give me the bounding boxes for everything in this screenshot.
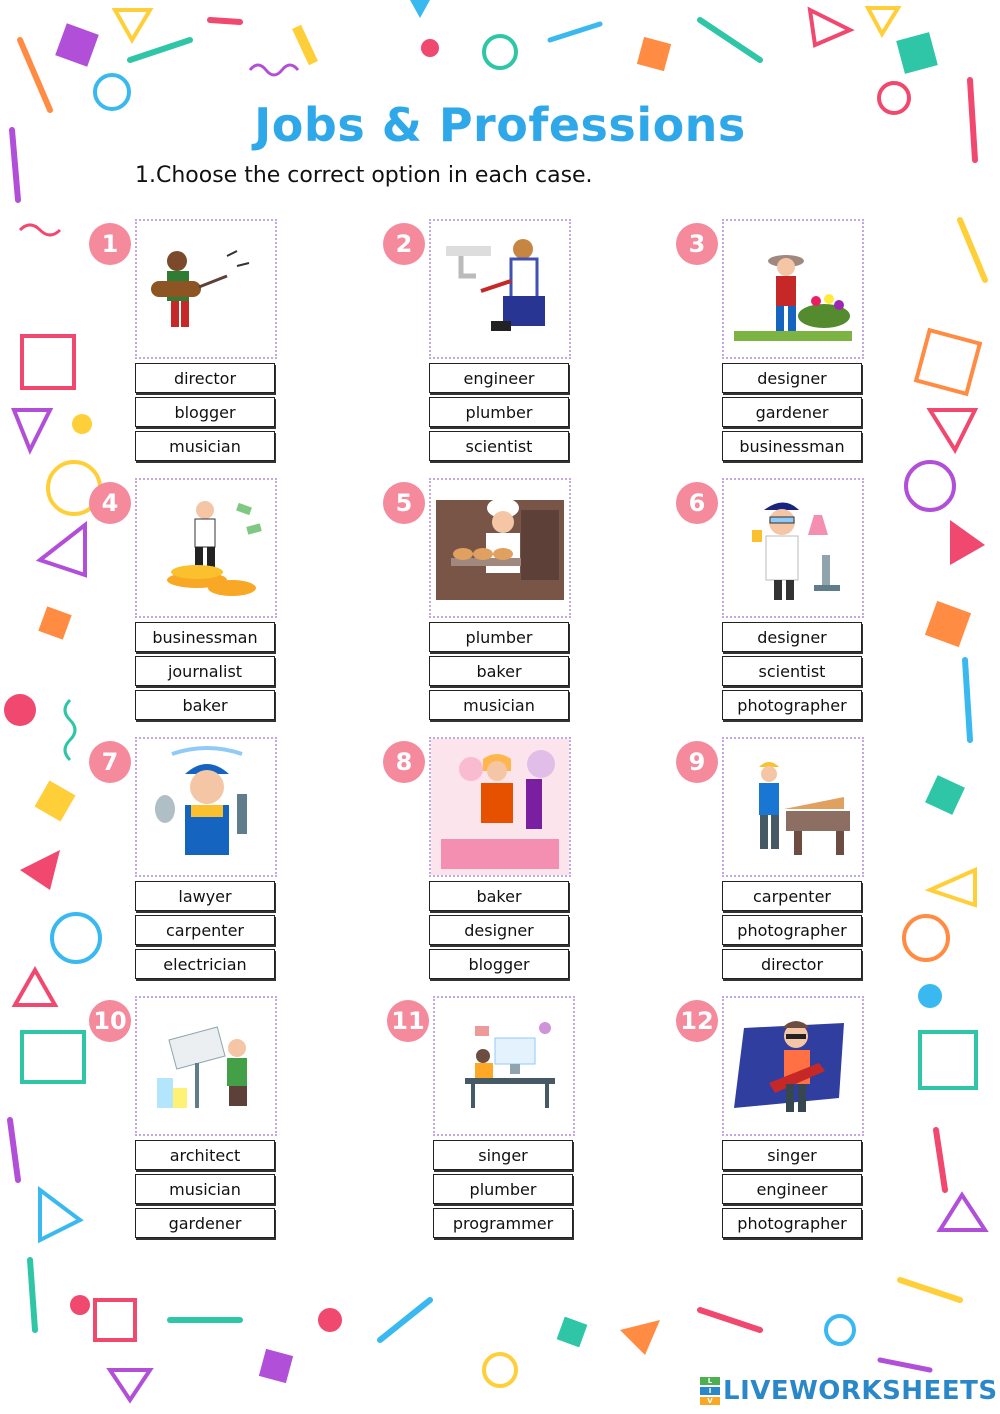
answer-option[interactable]: carpenter [135,915,275,945]
question-number-badge: 3 [676,223,718,265]
question-card-7 [101,737,277,979]
question-card-12 [680,996,864,1238]
answer-option[interactable]: musician [429,690,569,720]
businessman-icon [135,478,277,618]
answer-option[interactable]: electrician [135,949,275,979]
question-number-badge: 11 [387,1000,429,1042]
answer-option[interactable]: architect [135,1140,275,1170]
question-card-5 [395,478,571,720]
answer-option[interactable]: photographer [722,1208,862,1238]
answer-option[interactable]: baker [135,690,275,720]
scientist-icon [722,478,864,618]
musician-icon [135,219,277,359]
worksheet-title: Jobs & Professions [254,98,746,152]
answer-option[interactable]: engineer [429,363,569,393]
question-number-badge: 8 [383,741,425,783]
baker-icon [429,478,571,618]
answer-option[interactable]: director [722,949,862,979]
answer-option[interactable]: gardener [722,397,862,427]
question-number-badge: 4 [89,482,131,524]
question-card-2 [395,219,571,461]
answer-option[interactable]: photographer [722,690,862,720]
question-card-9 [688,737,864,979]
question-card-6 [688,478,864,720]
answer-option[interactable]: plumber [429,397,569,427]
answer-option[interactable]: businessman [135,622,275,652]
answer-option[interactable]: designer [429,915,569,945]
question-number-badge: 12 [676,1000,718,1042]
answer-option[interactable]: singer [433,1140,573,1170]
logo-mark-letter: L [700,1377,720,1385]
answer-option[interactable]: musician [135,431,275,461]
electrician-icon [135,737,277,877]
question-card-10 [93,996,277,1238]
question-number-badge: 10 [89,1000,131,1042]
logo-mark-icon [700,1376,720,1406]
designer-icon [429,737,571,877]
carpenter-icon [722,737,864,877]
answer-option[interactable]: director [135,363,275,393]
question-number-badge: 5 [383,482,425,524]
programmer-icon [433,996,575,1136]
answer-option[interactable]: lawyer [135,881,275,911]
question-card-8 [395,737,571,979]
answer-option[interactable]: carpenter [722,881,862,911]
answer-option[interactable]: blogger [135,397,275,427]
plumber-icon [429,219,571,359]
question-number-badge: 2 [383,223,425,265]
question-card-3 [688,219,864,461]
answer-option[interactable]: businessman [722,431,862,461]
answer-option[interactable]: programmer [433,1208,573,1238]
logo-mark-letter: V [700,1397,720,1405]
instruction-text: 1.Choose the correct option in each case. [135,163,593,188]
question-card-1 [101,219,277,461]
answer-option[interactable]: plumber [433,1174,573,1204]
answer-option[interactable]: musician [135,1174,275,1204]
answer-option[interactable]: singer [722,1140,862,1170]
logo-text: LIVEWORKSHEETS [723,1376,998,1406]
answer-option[interactable]: journalist [135,656,275,686]
answer-option[interactable]: engineer [722,1174,862,1204]
answer-option[interactable]: designer [722,622,862,652]
answer-option[interactable]: blogger [429,949,569,979]
architect-icon [135,996,277,1136]
question-number-badge: 9 [676,741,718,783]
answer-option[interactable]: scientist [722,656,862,686]
answer-option[interactable]: baker [429,881,569,911]
question-number-badge: 6 [676,482,718,524]
liveworksheets-logo [700,1376,998,1406]
logo-mark-letter: I [700,1387,720,1395]
singer-icon [722,996,864,1136]
question-number-badge: 7 [89,741,131,783]
question-card-4 [101,478,277,720]
answer-option[interactable]: gardener [135,1208,275,1238]
answer-option[interactable]: scientist [429,431,569,461]
answer-option[interactable]: plumber [429,622,569,652]
question-number-badge: 1 [89,223,131,265]
gardener-icon [722,219,864,359]
answer-option[interactable]: designer [722,363,862,393]
answer-option[interactable]: baker [429,656,569,686]
question-card-11 [391,996,575,1238]
answer-option[interactable]: photographer [722,915,862,945]
